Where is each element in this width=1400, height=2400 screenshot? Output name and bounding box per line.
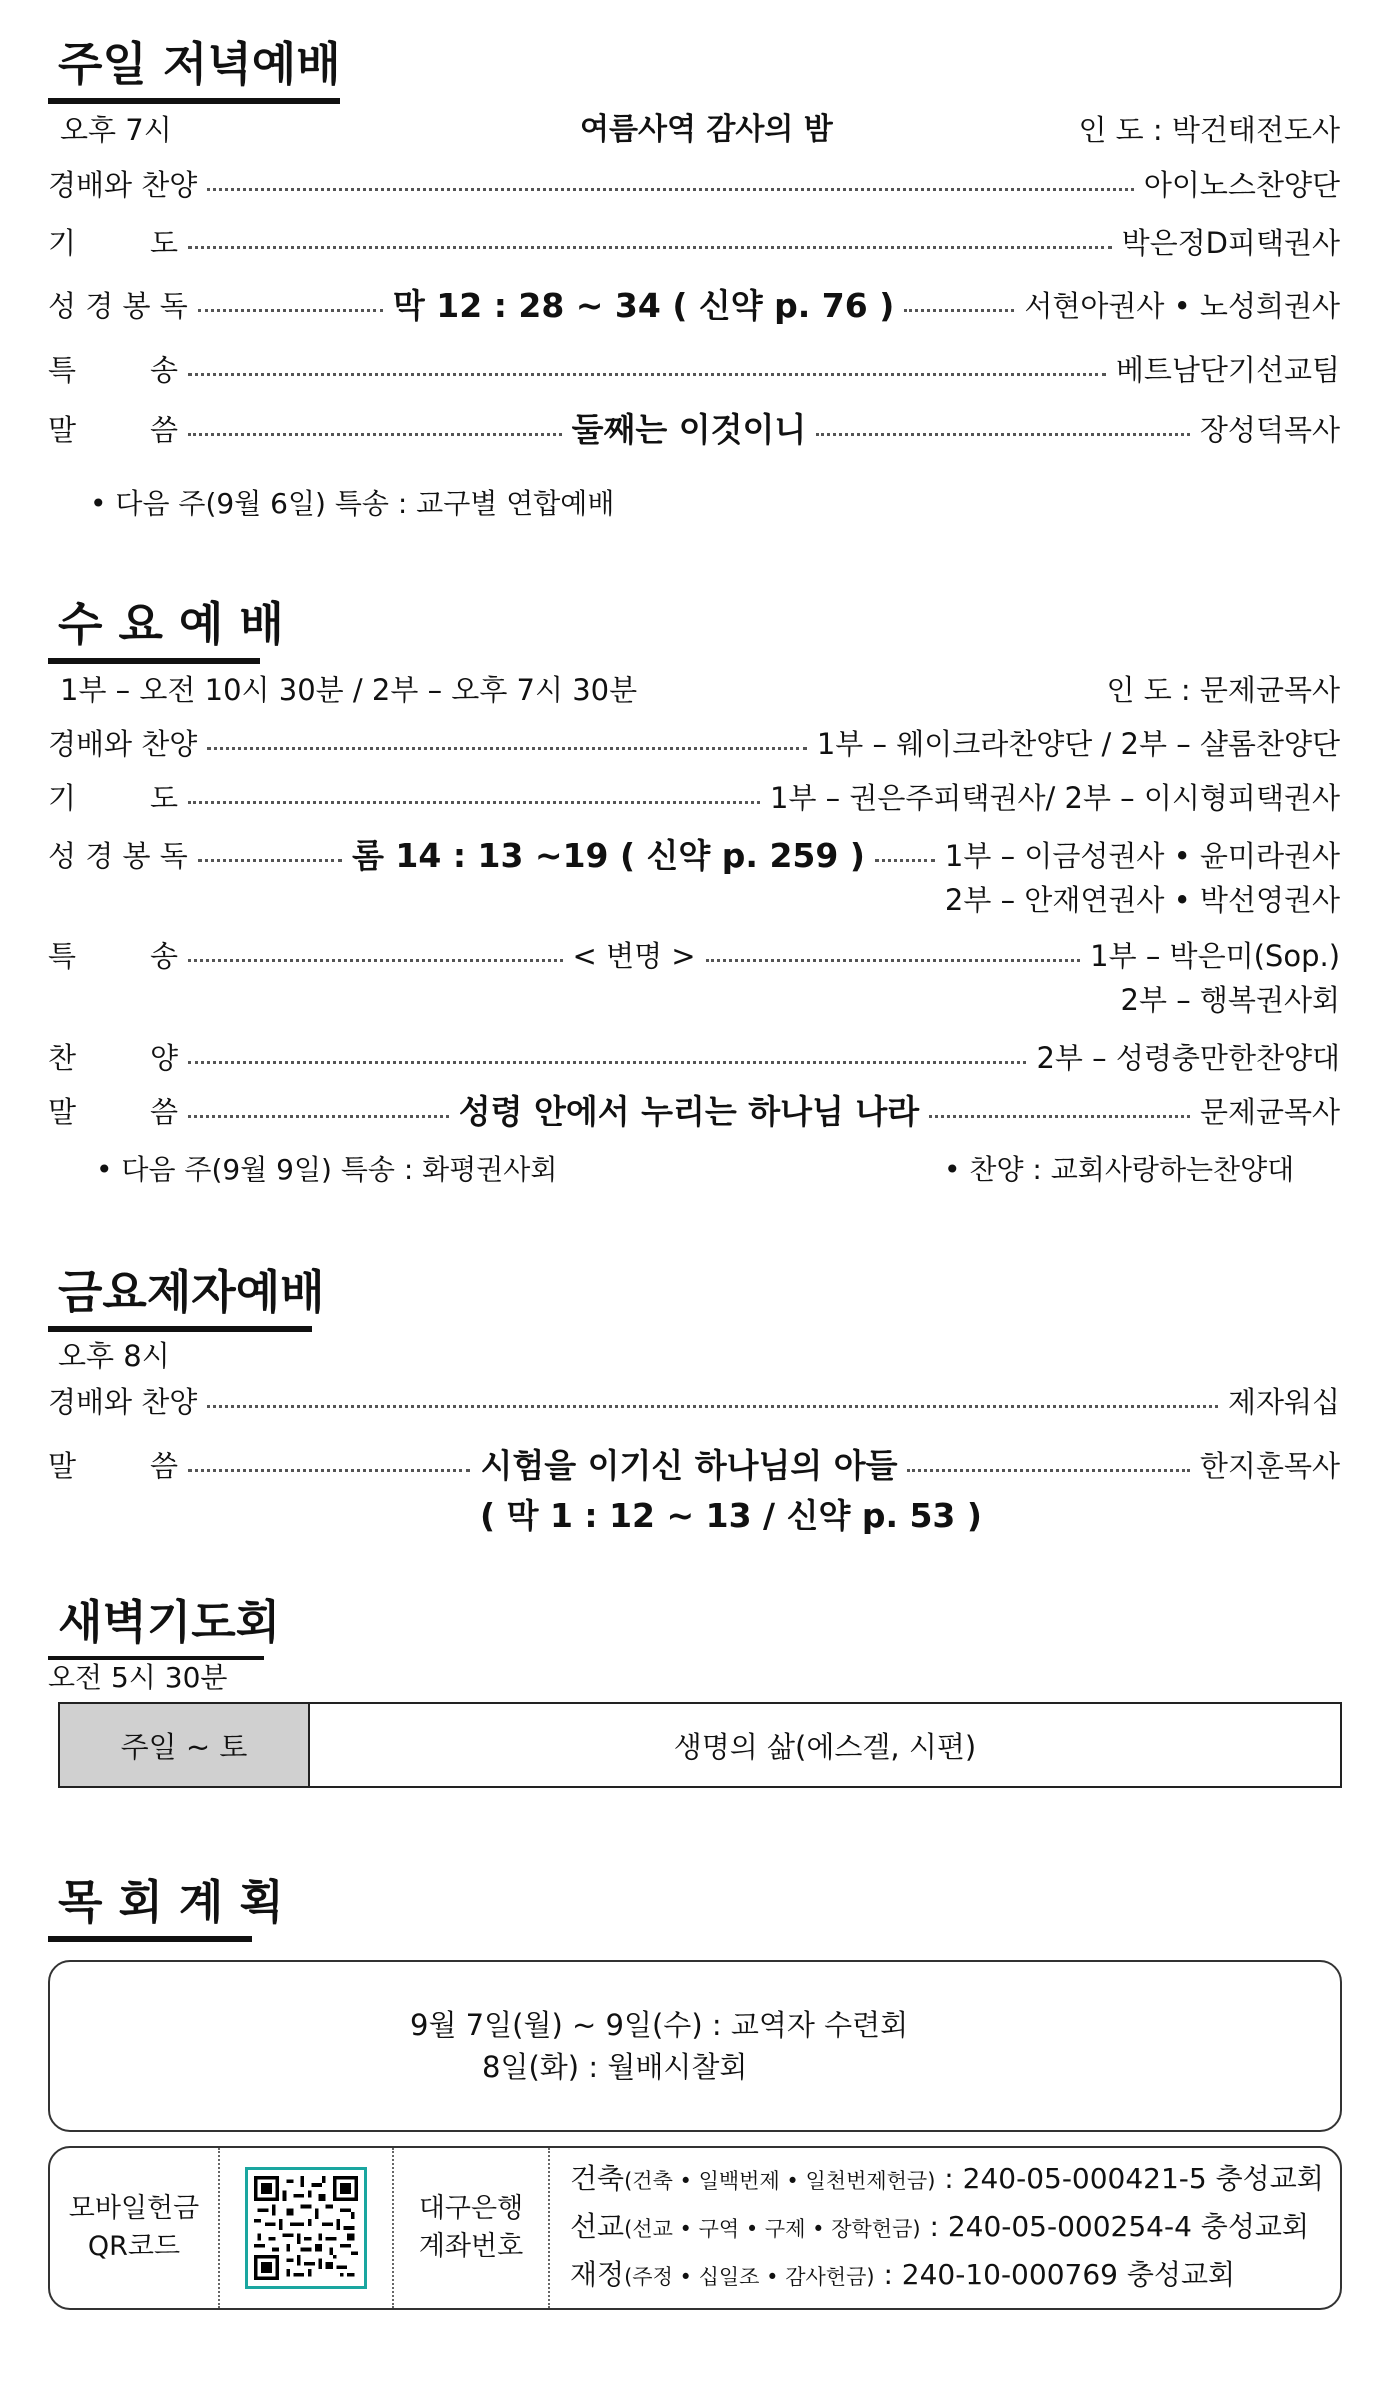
row-label-a: 기 — [48, 781, 77, 815]
account-name: 재정 — [570, 2258, 625, 2291]
row-label: 경배와 찬양 — [48, 1385, 198, 1419]
row-right: 장성덕목사 — [1199, 413, 1340, 447]
account-name: 선교 — [570, 2210, 625, 2243]
row-label-b: 도 — [149, 226, 178, 260]
row-right: 박은정D피택권사 — [1121, 226, 1340, 260]
row-right: 서현아권사 • 노성희권사 — [1024, 289, 1340, 323]
leader-dots — [188, 801, 760, 804]
row-label — [48, 348, 178, 392]
row-label-a: 말 — [48, 1095, 77, 1129]
wednesday-row-choir — [48, 1036, 1340, 1080]
account-detail: (선교 • 구역 • 구제 • 장학헌금) — [624, 2217, 921, 2241]
plan-line-2: 8일(화) : 월배시찰회 — [482, 2050, 748, 2084]
wednesday-special-sub: 2부 – 행복권사회 — [1120, 983, 1340, 1017]
wednesday-header-row — [48, 668, 1340, 712]
leader-dots — [904, 309, 1014, 312]
special-song-title: < 변명 > — [572, 939, 696, 973]
leader-dots — [875, 859, 935, 862]
friday-time: 오후 8시 — [58, 1339, 170, 1373]
account-number: : 240-05-000254-4 충성교회 — [920, 2210, 1309, 2243]
row-label-a: 말 — [48, 1449, 77, 1483]
account-number: : 240-10-000769 충성교회 — [874, 2258, 1236, 2291]
row-right: 1부 – 권은주피택권사/ 2부 – 이시형피택권사 — [770, 781, 1340, 815]
row-label — [48, 221, 178, 265]
account-list — [550, 2148, 1340, 2308]
leader-dots — [188, 1469, 470, 1472]
row-label-b: 씀 — [149, 1095, 178, 1129]
row-label — [48, 1090, 178, 1134]
offering-box — [48, 2146, 1342, 2310]
qr-cell — [220, 2148, 394, 2308]
sunday-title: 주일 저녁예배 — [58, 37, 341, 91]
plan-line-1: 9월 7일(월) ~ 9일(수) : 교역자 수련회 — [410, 2008, 909, 2042]
row-label: 경배와 찬양 — [48, 727, 198, 761]
plan-title-underline — [48, 1936, 252, 1942]
leader-dots — [207, 188, 1134, 191]
leader-dots — [207, 1405, 1218, 1408]
row-label: 성 경 봉 독 — [48, 839, 188, 873]
row-label-b: 씀 — [149, 1449, 178, 1483]
sunday-leader: 인 도 : 박건태전도사 — [1078, 113, 1340, 147]
row-right: 2부 – 성령충만한찬양대 — [1036, 1041, 1340, 1075]
dawn-text-cell: 생명의 삶(에스겔, 시편) — [673, 1729, 977, 1764]
account-line — [570, 2156, 1324, 2204]
leader-dots — [706, 959, 1081, 962]
bank-label-a: 대구은행 — [418, 2193, 524, 2224]
bank-label-b: 계좌번호 — [418, 2231, 524, 2262]
wednesday-note-left: • 다음 주(9월 9일) 특송 : 화평권사회 — [96, 1153, 558, 1186]
leader-dots — [198, 859, 342, 862]
wednesday-scripture-sub: 2부 – 안재연권사 • 박선영권사 — [944, 883, 1340, 917]
sermon-title: 둘째는 이것이니 — [571, 410, 807, 449]
wednesday-title-underline — [48, 658, 260, 664]
row-label-b: 송 — [149, 939, 178, 973]
plan-title: 목 회 계 획 — [58, 1875, 284, 1929]
account-number: : 240-05-000421-5 충성교회 — [935, 2162, 1324, 2195]
row-right: 아이노스찬양단 — [1143, 168, 1340, 202]
mobile-offering-label — [50, 2148, 220, 2308]
friday-scripture-ref: ( 막 1 : 12 ~ 13 / 신약 p. 53 ) — [480, 1496, 982, 1535]
sunday-time: 오후 7시 — [60, 113, 172, 147]
row-label — [48, 776, 178, 820]
wednesday-row-scripture — [48, 834, 1340, 878]
qr-code-icon[interactable] — [245, 2167, 367, 2289]
leader-dots — [188, 959, 563, 962]
row-right: 베트남단기선교팀 — [1115, 353, 1340, 387]
row-right: 제자워십 — [1227, 1385, 1340, 1419]
friday-row-sermon — [48, 1444, 1340, 1488]
leader-dots — [907, 1469, 1189, 1472]
dawn-table — [58, 1702, 1342, 1788]
sermon-title: 시험을 이기신 하나님의 아들 — [480, 1446, 898, 1485]
row-right: 문제균목사 — [1199, 1095, 1341, 1129]
row-right: 한지훈목사 — [1199, 1449, 1340, 1483]
leader-dots — [816, 433, 1190, 436]
row-right: 1부 – 이금성권사 • 윤미라권사 — [944, 839, 1340, 873]
sunday-row-sermon — [48, 408, 1340, 452]
sunday-header-row — [48, 108, 1340, 152]
row-label-b: 양 — [149, 1041, 178, 1075]
scripture-ref: 막 12 : 28 ~ 34 ( 신약 p. 76 ) — [392, 286, 895, 325]
sunday-note: • 다음 주(9월 6일) 특송 : 교구별 연합예배 — [90, 487, 615, 520]
leader-dots — [188, 1061, 1026, 1064]
row-label-a: 말 — [48, 413, 77, 447]
row-right: 1부 – 웨이크라찬양단 / 2부 – 샬롬찬양단 — [816, 727, 1340, 761]
account-line — [570, 2204, 1309, 2252]
wednesday-row-special — [48, 934, 1340, 978]
row-label: 성 경 봉 독 — [48, 289, 188, 323]
account-name: 건축 — [570, 2162, 625, 2195]
row-label-a: 특 — [48, 353, 77, 387]
wednesday-leader: 인 도 : 문제균목사 — [1106, 673, 1340, 707]
dawn-day-cell: 주일 ~ 토 — [60, 1704, 310, 1786]
wednesday-time: 1부 – 오전 10시 30분 / 2부 – 오후 7시 30분 — [60, 673, 638, 707]
row-label — [48, 934, 178, 978]
leader-dots — [207, 747, 807, 750]
wednesday-row-sermon — [48, 1090, 1340, 1134]
wednesday-title: 수 요 예 배 — [58, 597, 284, 651]
leader-dots — [188, 1115, 449, 1118]
mobile-offering-label-b: QR코드 — [87, 2231, 181, 2262]
row-label-a: 기 — [48, 226, 77, 260]
wednesday-row-praise — [48, 722, 1340, 766]
sunday-row-special — [48, 348, 1340, 392]
row-label-b: 도 — [149, 781, 178, 815]
row-label — [48, 408, 178, 452]
row-label — [48, 1036, 178, 1080]
row-label-b: 씀 — [149, 413, 178, 447]
account-line — [570, 2252, 1235, 2300]
sunday-row-praise — [48, 163, 1340, 207]
account-detail: (건축 • 일백번제 • 일천번제헌금) — [624, 2169, 936, 2193]
dawn-time: 오전 5시 30분 — [48, 1661, 228, 1694]
mobile-offering-label-a: 모바일헌금 — [68, 2193, 200, 2224]
friday-title-underline — [48, 1326, 312, 1332]
bank-label — [394, 2148, 550, 2308]
sunday-theme: 여름사역 감사의 밤 — [580, 112, 833, 147]
leader-dots — [188, 246, 1112, 249]
wednesday-note-right: • 찬양 : 교회사랑하는찬양대 — [944, 1153, 1295, 1186]
row-label — [48, 1444, 178, 1488]
row-label-a: 특 — [48, 939, 77, 973]
sunday-title-underline — [48, 98, 340, 104]
friday-title: 금요제자예배 — [58, 1265, 325, 1319]
leader-dots — [188, 433, 562, 436]
scripture-ref: 롬 14 : 13 ~19 ( 신약 p. 259 ) — [352, 836, 865, 875]
friday-row-praise — [48, 1380, 1340, 1424]
leader-dots — [188, 373, 1106, 376]
row-label-b: 송 — [149, 353, 178, 387]
sunday-row-prayer — [48, 221, 1340, 265]
sunday-row-scripture — [48, 284, 1340, 328]
plan-box — [48, 1960, 1342, 2132]
leader-dots — [929, 1115, 1190, 1118]
dawn-title: 새벽기도회 — [58, 1595, 281, 1649]
row-right: 1부 – 박은미(Sop.) — [1090, 939, 1341, 973]
wednesday-row-prayer — [48, 776, 1340, 820]
row-label-a: 찬 — [48, 1041, 77, 1075]
account-detail: (주정 • 십일조 • 감사헌금) — [624, 2265, 875, 2289]
leader-dots — [198, 309, 383, 312]
row-label: 경배와 찬양 — [48, 168, 198, 202]
sermon-title: 성령 안에서 누리는 하나님 나라 — [458, 1092, 920, 1131]
